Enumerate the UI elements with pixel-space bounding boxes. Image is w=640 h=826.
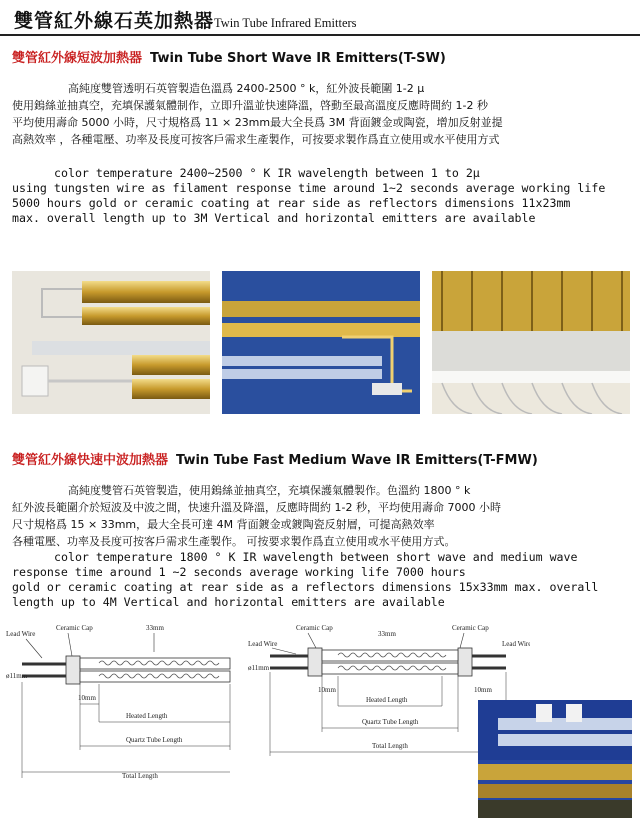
quartz-tube-length-label-right: Quartz Tube Length	[362, 718, 419, 726]
section-heading-sw	[12, 47, 446, 66]
text-line: 高熱效率 ，各種電壓、功率及長度可按客戶需求生產製作，可按要求製作爲直立使用或水平使用方式	[12, 133, 500, 146]
total-length-label: Total Length	[122, 772, 158, 780]
section-sw-en-paragraph	[12, 166, 632, 226]
text-line: using tungsten wire as filament response time around 1~2 seconds average working life	[12, 181, 606, 195]
section-fmw-title-en: Twin Tube Fast Medium Wave IR Emitters(T-FMW)	[176, 453, 538, 468]
dimension-drawing-left	[4, 622, 236, 782]
ceramic-cap-right-label: Ceramic Cap	[452, 624, 489, 632]
gap-right-label: 10mm	[474, 686, 492, 694]
ceramic-cap-label: Ceramic Cap	[56, 624, 93, 632]
emitter-photo-installed	[478, 700, 632, 818]
section-fmw-title-cn: 雙管紅外線快速中波加熱器	[12, 453, 169, 468]
text-line: response time around 1 ~2 seconds average working life 7000 hours	[12, 565, 466, 579]
text-line: 使用鎢絲並抽真空，充填保護氣體制作，立即升溫並快速降溫，啓動至最高溫度反應時間約 1-2 秒	[12, 99, 488, 112]
section-fmw-en-paragraph	[12, 550, 632, 610]
page-title	[14, 6, 357, 33]
section-sw-title-cn: 雙管紅外線短波加熱器	[12, 51, 143, 66]
page-title-cn: 雙管紅外線石英加熱器	[14, 10, 215, 32]
width-label: 33mm	[146, 624, 164, 632]
text-line: 高純度雙管石英管製造，使用鎢絲並抽真空，充填保護氣體製作。色溫約 1800 ° k	[68, 484, 471, 497]
lead-wire-label: Lead Wire	[6, 630, 36, 638]
ceramic-cap-left-label: Ceramic Cap	[296, 624, 333, 632]
emitter-photo-array	[432, 271, 630, 414]
text-line: 紅外波長範圍介於短波及中波之間，快速升溫及降溫，反應時間約 1-2 秒，平均使用壽命 7000 小時	[12, 501, 501, 514]
text-line: 高純度雙管透明石英管製造色溫爲 2400-2500 ° k，紅外波長範圍 1-2 µ	[68, 82, 425, 95]
text-line: 平均使用壽命 5000 小時，尺寸規格爲 11 × 23mm最大全長爲 3M 背面鍍金或陶瓷，增加反射並提	[12, 116, 503, 129]
total-length-label-right: Total Length	[372, 742, 408, 750]
diameter-label: ø11mm	[6, 672, 28, 680]
text-line: 5000 hours gold or ceramic coating at rear side as reflectors dimensions 11x23mm	[12, 196, 571, 210]
gap-left-label: 10mm	[318, 686, 336, 694]
quartz-tube-length-label: Quartz Tube Length	[126, 736, 183, 744]
header-rule	[0, 34, 640, 36]
text-line: color temperature 2400~2500 ° K IR wavelength between 1 to 2µ	[54, 166, 480, 180]
text-line: color temperature 1800 ° K IR wavelength between short wave and medium wave	[54, 550, 578, 564]
diameter-label-right: ø11mm	[248, 664, 270, 672]
text-line: gold or ceramic coating at rear side as a reflectors dimensions 15x33mm max. overall	[12, 580, 599, 594]
section-heading-fmw	[12, 449, 538, 468]
section-sw-title-en: Twin Tube Short Wave IR Emitters(T-SW)	[150, 51, 446, 66]
page-title-en: Twin Tube Infrared Emitters	[214, 16, 357, 30]
section-fmw-cn-paragraph	[12, 482, 632, 550]
text-line: 各種電壓、功率及長度可按客戶需求生產製作。 可按要求製作爲直立使用或水平使用方式。	[12, 535, 456, 548]
text-line: length up to 4M Vertical and horizontal emitters are available	[12, 595, 445, 609]
emitter-photo-closeup	[12, 271, 210, 414]
heated-length-label: Heated Length	[126, 712, 168, 720]
text-line: max. overall length up to 3M Vertical and horizontal emitters are available	[12, 211, 536, 225]
section-sw-cn-paragraph	[12, 80, 632, 148]
emitter-photo-blue-bg	[222, 271, 420, 414]
text-line: 尺寸規格爲 15 × 33mm，最大全長可達 4M 背面鍍金或鍍陶瓷反射層，可提高熱效率	[12, 518, 435, 531]
lead-wire-right-label: Lead Wire	[502, 640, 530, 648]
width-label-right: 33mm	[378, 630, 396, 638]
lead-wire-left-label: Lead Wire	[248, 640, 278, 648]
gap-label: 10mm	[78, 694, 96, 702]
heated-length-label-right: Heated Length	[366, 696, 408, 704]
